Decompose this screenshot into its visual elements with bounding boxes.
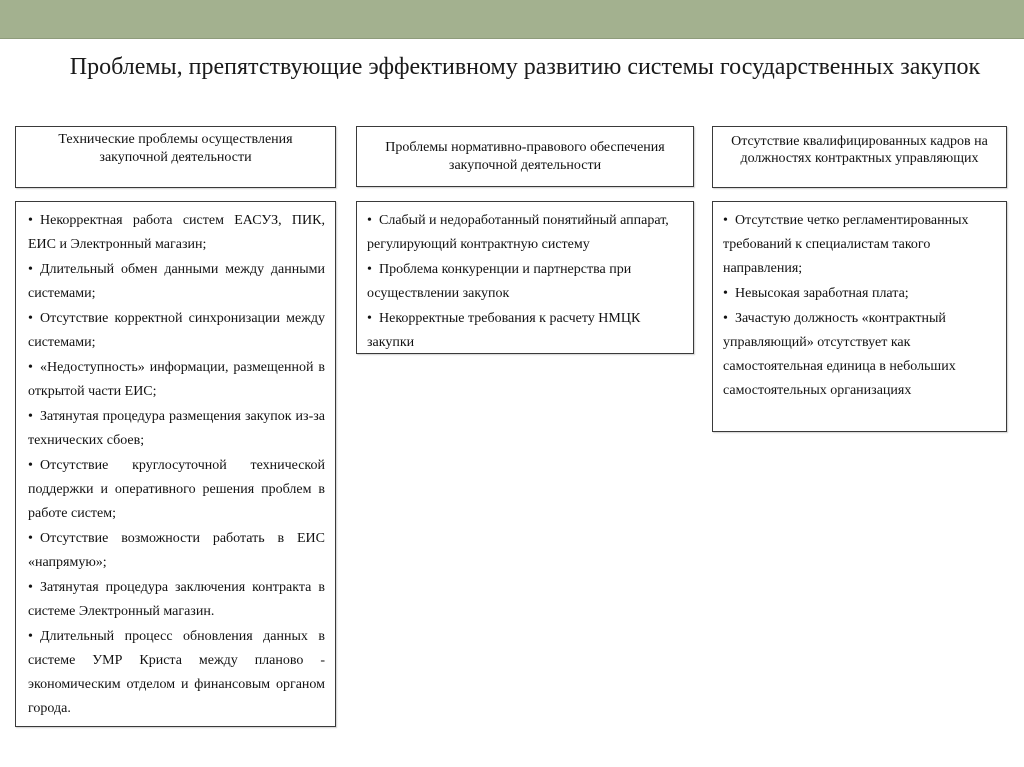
list-box-legal xyxy=(356,201,694,354)
header-technical-label: Технические проблемы осуществления закупочной деятельности xyxy=(58,132,293,165)
list-item: • Некорректные требования к расчету НМЦК закупки xyxy=(367,307,683,355)
list-item: • Отсутствие корректной синхронизации между системами; xyxy=(28,307,325,355)
list-item: • Невысокая заработная плата; xyxy=(723,282,996,306)
list-item: • Слабый и недоработанный понятийный аппарат, регулирующий контрактную систему xyxy=(367,209,683,257)
list-item: • Затянутая процедура размещения закупок из-за технических сбоев; xyxy=(28,405,325,453)
list-box-technical xyxy=(15,201,336,727)
header-box-staff xyxy=(712,126,1007,188)
list-item: • Длительный процесс обновления данных в системе УМР Криста между планово - экономическим отделом и финансовым органом города. xyxy=(28,625,325,721)
list-item: • Отсутствие четко регламентированных требований к специалистам такого направления; xyxy=(723,209,996,281)
list-item: • Проблема конкуренции и партнерства при осуществлении закупок xyxy=(367,258,683,306)
list-item: • Отсутствие круглосуточной технической поддержки и оперативного решения проблем в работе систем; xyxy=(28,454,325,526)
list-item: • Длительный обмен данными между данными системами; xyxy=(28,258,325,306)
top-decorative-bar xyxy=(0,0,1024,39)
header-box-legal xyxy=(356,126,694,187)
list-box-staff xyxy=(712,201,1007,432)
header-box-technical xyxy=(15,126,336,188)
legal-problems-list xyxy=(367,209,683,355)
list-item: • Затянутая процедура заключения контракта в системе Электронный магазин. xyxy=(28,576,325,624)
list-item: • «Недоступность» информации, размещенной в открытой части ЕИС; xyxy=(28,356,325,404)
staff-problems-list xyxy=(723,209,996,403)
list-item: • Зачастую должность «контрактный управляющий» отсутствует как самостоятельная единица в небольших самостоятельных организациях xyxy=(723,307,996,403)
list-item: • Некорректная работа систем ЕАСУЗ, ПИК, ЕИС и Электронный магазин; xyxy=(28,209,325,257)
list-item: • Отсутствие возможности работать в ЕИС «напрямую»; xyxy=(28,527,325,575)
technical-problems-list xyxy=(28,209,325,721)
header-legal-label: Проблемы нормативно-правового обеспечения закупочной деятельности xyxy=(385,140,665,173)
slide-title: Проблемы, препятствующие эффективному развитию системы государственных закупок xyxy=(69,54,981,80)
header-staff-label: Отсутствие квалифицированных кадров на должностях контрактных управляющих xyxy=(731,134,988,166)
